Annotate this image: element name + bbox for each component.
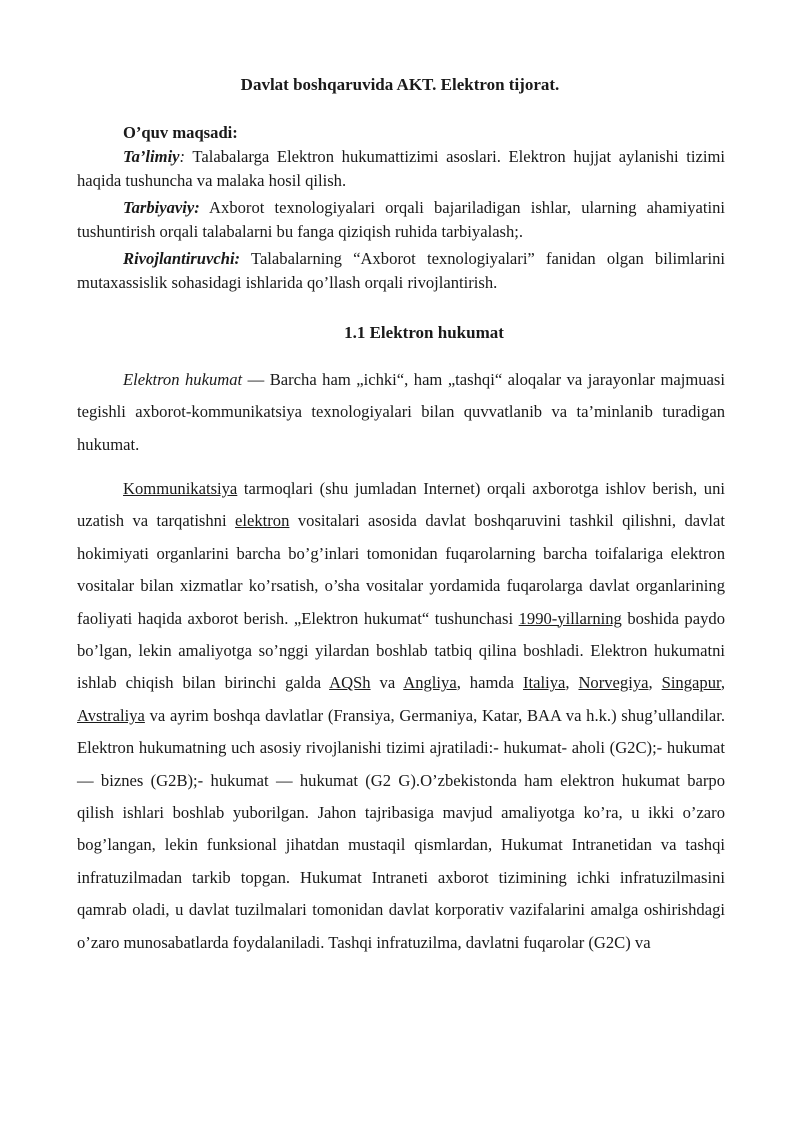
- objective-developmental-label: Rivojlantiruvchi:: [123, 249, 241, 268]
- link-angliya[interactable]: Angliya: [403, 673, 457, 693]
- link-kommunikatsiya[interactable]: Kommunikatsiya: [123, 479, 238, 498]
- objective-upbringing: [77, 196, 725, 243]
- objective-educational-text: Talabalarga Elektron hukumattizimi asoslari. Elektron hujjat aylanishi tizimi haqida tushuncha va malaka hosil qilish.: [77, 147, 725, 190]
- objective-educational: [77, 145, 725, 192]
- objective-developmental-text: Talabalarning “Axborot texnologiyalari” fanidan olgan bilimlarini mutaxassislik sohasidagi ishlarida qo’llash orqali rivojlantirish.: [77, 249, 725, 292]
- definition-text: — Barcha ham „ichki“, ham „tashqi“ aloqalar va jarayonlar majmuasi tegishli axborot-kommunikatsiya texnologiyalari bilan quvvatlanib va ta’minlanib turadigan hukumat.: [77, 370, 725, 454]
- body-paragraph: [77, 473, 725, 959]
- link-avstraliya[interactable]: Avstraliya: [77, 705, 145, 725]
- objective-educational-sep: :: [179, 147, 186, 166]
- paragraph-text: ,: [565, 673, 579, 693]
- objective-educational-label: Ta’limiy: [123, 147, 180, 166]
- definition-paragraph: [77, 364, 725, 461]
- objectives-heading: O’quv maqsadi:: [123, 123, 238, 142]
- paragraph-text: va ayrim boshqa davlatlar (Fransiya, Germaniya, Katar, BAA va h.k.) shug’ullandilar. Elektron hukumatning uch asosiy rivojlanishi tizimi ajratiladi:- hukumat- aholi (G2C);- hukumat — biznes (G2B);- hukumat — hukumat (G2 G).O’zbekistonda ham elektron hukumat barpo qilish ishlari boshlab yuborilgan. Jahon tajribasiga mavjud amaliyotga ko’ra, u ikki o’zaro bog’langan, lekin funksional jihatdan mustaqil qismlardan, Hukumat Intranetidan va tashqi infratuzilmadan tarkib topgan. Hukumat Intraneti axborot tizimining ichki infratuzilmasini qamrab oladi, u davlat tuzilmalari tomonidan davlat korporativ vazifalarini amalga oshirishdagi o’zaro munosabatlarda foydalaniladi. Tashqi infratuzilma, davlatni fuqarolar (G2C) va: [77, 705, 725, 952]
- section-heading: 1.1 Elektron hukumat: [344, 323, 504, 342]
- link-aqsh[interactable]: AQSh: [329, 673, 371, 693]
- paragraph-text: , hamda: [456, 673, 523, 693]
- link-norvegiya[interactable]: Norvegiya: [578, 673, 649, 693]
- paragraph-text: vositalari asosida davlat boshqaruvini tashkil qilishni, davlat hokimiyati organlarini barcha bo’g’inlari tomonidan fuqarolarning barcha toifalariga elektron vositalar bilan xizmatlar ko’rsatish, o’sha vositalar yordamida fuqarolarga davlat organlarining faoliyati haqida axborot berish. „Elektron hukumat“ tushunchasi: [77, 511, 725, 628]
- definition-term: Elektron hukumat: [123, 370, 243, 389]
- objective-upbringing-label: Tarbiyaviy:: [123, 198, 200, 217]
- paragraph-text: boshida paydo bo’lgan, lekin amaliyotga so’nggi yilardan boshlab tatbiq qilina boshladi. Elektron hukumatni ishlab chiqish bilan birinchi galda: [77, 608, 725, 693]
- paragraph-text: va: [370, 673, 404, 693]
- paragraph-text: ,: [648, 673, 662, 693]
- link-singapur[interactable]: Singapur: [661, 673, 721, 693]
- link-elektron[interactable]: elektron: [235, 511, 290, 531]
- link-italiya[interactable]: Italiya: [522, 673, 566, 693]
- objective-developmental: [77, 247, 725, 294]
- objective-upbringing-text: Axborot texnologiyalari orqali bajariladigan ishlar, ularning ahamiyatini tushuntirish orqali talabalarni bu fanga qiziqish ruhida tarbiyalash;.: [77, 198, 725, 241]
- paragraph-text: ,: [720, 673, 726, 693]
- page-title: Davlat boshqaruvida AKT. Elektron tijorat.: [240, 75, 560, 94]
- paragraph-text: tarmoqlari (shu jumladan Internet) orqali axborotga ishlov berish, uni uzatish va tarqatishni: [77, 479, 725, 531]
- link-1990-yillarning[interactable]: 1990-yillarning: [518, 608, 622, 628]
